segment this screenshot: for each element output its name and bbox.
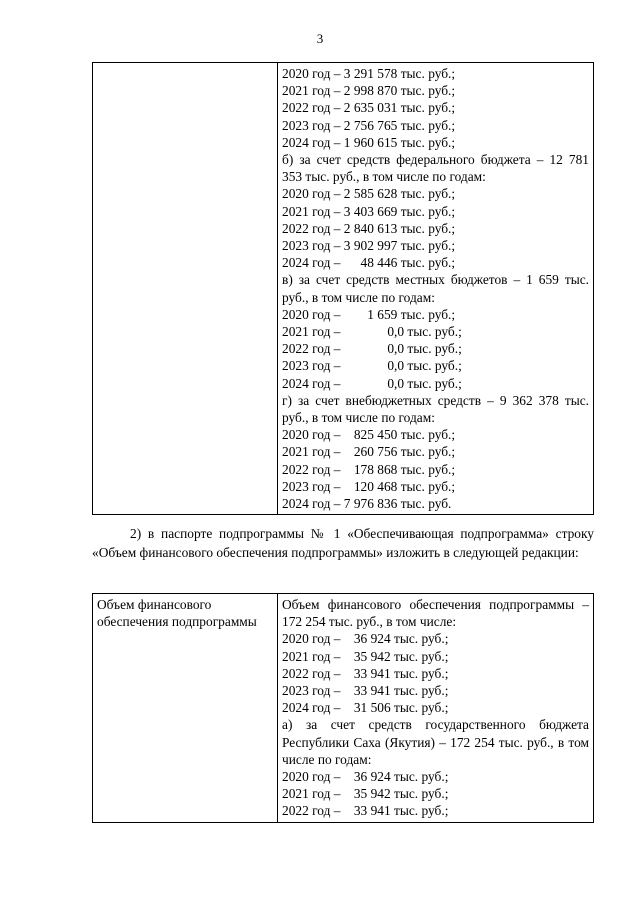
year-line: 2022 год – 2 635 031 тыс. руб.; xyxy=(282,100,456,116)
amendment-paragraph xyxy=(92,524,594,562)
extra-budget-heading: г) за счет внебюджетных средств – 9 362 378 тыс. руб., в том числе по годам: xyxy=(282,392,589,426)
total-financing-heading: Объем финансового обеспечения подпрограммы – 172 254 тыс. руб., в том числе: xyxy=(282,597,589,630)
year-line: 2020 год – 825 450 тыс. руб.; xyxy=(282,427,456,443)
year-line: 2023 год – 2 756 765 тыс. руб.; xyxy=(282,117,456,133)
year-line: 2021 год – 3 403 669 тыс. руб.; xyxy=(282,203,456,219)
year-line: 2021 год – 260 756 тыс. руб.; xyxy=(282,444,456,460)
state-budget-heading: а) за счет средств государственного бюджета Республики Саха (Якутия) – 172 254 тыс. руб., в том числе по годам: xyxy=(282,717,589,767)
year-line: 2020 год – 36 924 тыс. руб.; xyxy=(282,631,449,647)
year-line: 2022 год – 178 868 тыс. руб.; xyxy=(282,461,456,477)
year-line: 2022 год – 2 840 613 тыс. руб.; xyxy=(282,220,456,236)
table-left-cell xyxy=(93,63,278,515)
year-line: 2024 год – 0,0 тыс. руб.; xyxy=(282,375,462,391)
federal-budget-heading: б) за счет средств федерального бюджета – 12 781 353 тыс. руб., в том числе по годам: xyxy=(282,152,589,185)
local-budget-heading: в) за счет средств местных бюджетов – 1 659 тыс. руб., в том числе по годам: xyxy=(282,272,589,305)
year-line: 2023 год – 0,0 тыс. руб.; xyxy=(282,358,462,374)
table-right-cell xyxy=(278,594,594,823)
paragraph-text: 2) в паспорте подпрограммы № 1 «Обеспечивающая подпрограмма» строку «Объем финансового обеспечения подпрограммы» изложить в следующей редакции: xyxy=(92,526,594,560)
year-line: 2020 год – 2 585 628 тыс. руб.; xyxy=(282,186,456,202)
year-line: 2020 год – 1 659 тыс. руб.; xyxy=(282,306,456,322)
page-number: 3 xyxy=(316,31,324,46)
year-line: 2022 год – 33 941 тыс. руб.; xyxy=(282,803,449,819)
year-line: 2021 год – 35 942 тыс. руб.; xyxy=(282,786,449,802)
year-line: 2023 год – 33 941 тыс. руб.; xyxy=(282,683,449,699)
subprogram-financing-table xyxy=(92,593,594,823)
year-line: 2021 год – 0,0 тыс. руб.; xyxy=(282,324,462,340)
year-line: 2022 год – 0,0 тыс. руб.; xyxy=(282,341,462,357)
year-line: 2023 год – 3 902 997 тыс. руб.; xyxy=(282,238,456,254)
year-line: 2023 год – 120 468 тыс. руб.; xyxy=(282,478,456,494)
year-line: 2021 год – 2 998 870 тыс. руб.; xyxy=(282,83,456,99)
year-line: 2024 год – 48 446 тыс. руб.; xyxy=(282,255,456,271)
table-left-cell: Объем финансового обеспечения подпрограммы xyxy=(93,594,278,823)
year-line: 2024 год – 7 976 836 тыс. руб. xyxy=(282,496,452,512)
year-line: 2021 год – 35 942 тыс. руб.; xyxy=(282,648,449,664)
year-line: 2020 год – 36 924 тыс. руб.; xyxy=(282,769,449,785)
year-line: 2022 год – 33 941 тыс. руб.; xyxy=(282,665,449,681)
year-line: 2024 год – 1 960 615 тыс. руб.; xyxy=(282,134,456,150)
year-line: 2024 год – 31 506 тыс. руб.; xyxy=(282,700,449,716)
financing-table-continued xyxy=(92,62,594,515)
year-line: 2020 год – 3 291 578 тыс. руб.; xyxy=(282,66,456,81)
table-right-cell xyxy=(278,63,594,515)
